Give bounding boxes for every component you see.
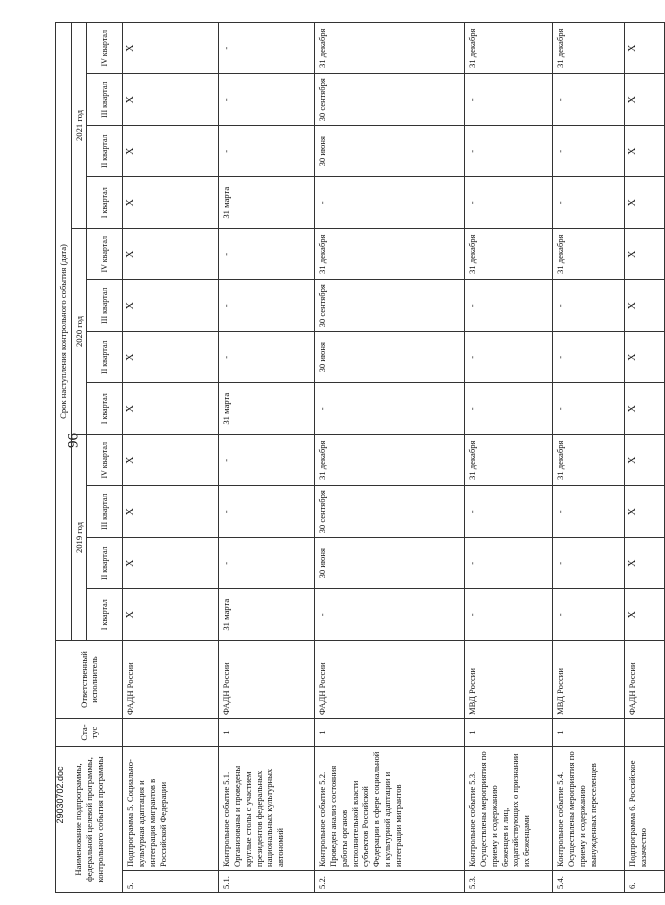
row-number: 5.4. <box>553 871 625 893</box>
row-status: 1 <box>315 719 465 747</box>
row-status: 1 <box>219 719 315 747</box>
quarter-value: X <box>123 486 219 538</box>
row-responsible: МВД России <box>553 641 625 719</box>
header-quarter: I квартал <box>87 589 123 641</box>
header-deadline: Срок наступления контрольного события (дата) <box>56 22 72 640</box>
row-status: 1 <box>465 719 553 747</box>
quarter-value: X <box>123 589 219 641</box>
quarter-value: - <box>219 74 315 126</box>
header-quarter: I квартал <box>87 177 123 229</box>
quarter-value: - <box>219 538 315 590</box>
row-number: 5.1. <box>219 871 315 893</box>
quarter-value: 30 июня <box>315 538 465 590</box>
quarter-value: X <box>123 332 219 384</box>
quarter-value: - <box>553 126 625 178</box>
row-name: Контрольное событие 5.4. Осуществлены мероприятия по приему и содержанию вынужденных переселенцев <box>553 747 625 871</box>
quarter-value: X <box>123 126 219 178</box>
document-filename: 29030702.doc <box>55 766 65 824</box>
quarter-value: - <box>315 589 465 641</box>
quarter-value: - <box>553 74 625 126</box>
table-row <box>553 22 625 892</box>
header-quarter: II квартал <box>87 332 123 384</box>
quarter-value: 31 декабря <box>465 22 553 74</box>
quarter-value: X <box>123 538 219 590</box>
quarter-value: X <box>123 435 219 487</box>
quarter-value: X <box>123 280 219 332</box>
quarter-value: X <box>625 589 665 641</box>
header-status: Ста- тус <box>56 719 123 747</box>
quarter-value: X <box>123 229 219 281</box>
header-responsible: Ответственный исполнитель <box>56 641 123 719</box>
quarter-value: 31 марта <box>219 177 315 229</box>
quarter-value: - <box>465 126 553 178</box>
quarter-value: 30 сентября <box>315 74 465 126</box>
quarter-value: X <box>625 538 665 590</box>
quarter-value: X <box>625 177 665 229</box>
quarter-value: - <box>465 538 553 590</box>
header-quarter: III квартал <box>87 280 123 332</box>
table-row <box>315 22 465 892</box>
row-number: 5. <box>123 871 219 893</box>
quarter-value: 31 марта <box>219 383 315 435</box>
rotated-table-sheet <box>55 23 649 893</box>
row-responsible: ФАДН России <box>315 641 465 719</box>
quarter-value: 31 декабря <box>465 435 553 487</box>
quarter-value: X <box>123 74 219 126</box>
quarter-value: - <box>219 229 315 281</box>
row-number: 6. <box>625 871 665 893</box>
quarter-value: - <box>465 332 553 384</box>
row-name: Контрольное событие 5.3. Осуществлены мероприятия по приему и содержанию беженцев и лиц, ходатайствующих о признании их беженцами <box>465 747 553 871</box>
header-quarter: II квартал <box>87 126 123 178</box>
quarter-value: - <box>465 74 553 126</box>
header-quarter: IV квартал <box>87 435 123 487</box>
header-year-2020: 2020 год <box>71 229 87 435</box>
quarter-value: X <box>625 229 665 281</box>
quarter-value: - <box>219 22 315 74</box>
quarter-value: - <box>219 332 315 384</box>
quarter-value: 31 декабря <box>553 435 625 487</box>
row-status <box>625 719 665 747</box>
quarter-value: - <box>553 538 625 590</box>
row-status <box>123 719 219 747</box>
row-responsible: МВД России <box>465 641 553 719</box>
quarter-value: - <box>219 126 315 178</box>
row-number: 5.2. <box>315 871 465 893</box>
quarter-value: - <box>553 332 625 384</box>
quarter-value: 31 декабря <box>553 22 625 74</box>
row-number: 5.3. <box>465 871 553 893</box>
row-status: 1 <box>553 719 625 747</box>
quarter-value: X <box>123 177 219 229</box>
quarter-value: X <box>625 435 665 487</box>
quarter-value: X <box>123 383 219 435</box>
quarter-value: - <box>465 589 553 641</box>
quarter-value: - <box>553 280 625 332</box>
quarter-value: 31 декабря <box>465 229 553 281</box>
header-quarter: III квартал <box>87 486 123 538</box>
quarter-value: X <box>625 74 665 126</box>
control-events-table <box>55 22 665 893</box>
row-name: Подпрограмма 6. Российское казачество <box>625 747 665 871</box>
quarter-value: - <box>465 383 553 435</box>
quarter-value: - <box>465 177 553 229</box>
quarter-value: - <box>553 589 625 641</box>
row-responsible: ФАДН России <box>625 641 665 719</box>
row-name: Контрольное событие 5.1. Организованы и проведены круглые столы с участием президентов федеральных национальных культурных автономий <box>219 747 315 871</box>
quarter-value: - <box>553 383 625 435</box>
quarter-value: X <box>123 22 219 74</box>
quarter-value: - <box>315 383 465 435</box>
table-row <box>625 22 665 892</box>
quarter-value: 31 декабря <box>315 22 465 74</box>
quarter-value: X <box>625 332 665 384</box>
quarter-value: - <box>219 486 315 538</box>
quarter-value: 30 сентября <box>315 486 465 538</box>
quarter-value: - <box>465 486 553 538</box>
row-responsible: ФАДН России <box>219 641 315 719</box>
quarter-value: 31 декабря <box>315 435 465 487</box>
quarter-value: - <box>219 435 315 487</box>
quarter-value: - <box>553 486 625 538</box>
quarter-value: X <box>625 383 665 435</box>
header-year-2021: 2021 год <box>71 22 87 228</box>
quarter-value: - <box>465 280 553 332</box>
row-name: Подпрограмма 5. Социально-культурная адаптация и интеграция мигрантов в Российской Федерации <box>123 747 219 871</box>
quarter-value: X <box>625 22 665 74</box>
quarter-value: - <box>553 177 625 229</box>
table-body <box>123 22 665 892</box>
quarter-value: 31 декабря <box>553 229 625 281</box>
page-number: 96 <box>65 433 82 448</box>
quarter-value: 30 июня <box>315 126 465 178</box>
quarter-value: X <box>625 126 665 178</box>
quarter-value: 30 июня <box>315 332 465 384</box>
quarter-value: 31 марта <box>219 589 315 641</box>
table-row <box>123 22 219 892</box>
quarter-value: X <box>625 280 665 332</box>
header-name: Наименование подпрограммы, федеральной целевой программы, контрольного события программы <box>56 747 123 893</box>
header-quarter: IV квартал <box>87 22 123 74</box>
quarter-value: - <box>219 280 315 332</box>
header-quarter: IV квартал <box>87 229 123 281</box>
header-quarter: I квартал <box>87 383 123 435</box>
quarter-value: 30 сентября <box>315 280 465 332</box>
header-quarter: III квартал <box>87 74 123 126</box>
row-name: Контрольное событие 5.2. Проведен анализ состояния работы органов исполнительной власти субъектов Российской Федерации в сфере социальной и культурной адаптации и интеграции мигрантов <box>315 747 465 871</box>
header-quarter: II квартал <box>87 538 123 590</box>
table-row <box>465 22 553 892</box>
quarter-value: - <box>315 177 465 229</box>
row-responsible: ФАДН России <box>123 641 219 719</box>
quarter-value: 31 декабря <box>315 229 465 281</box>
header-year-2019: 2019 год <box>71 435 87 641</box>
quarter-value: X <box>625 486 665 538</box>
table-row <box>219 22 315 892</box>
